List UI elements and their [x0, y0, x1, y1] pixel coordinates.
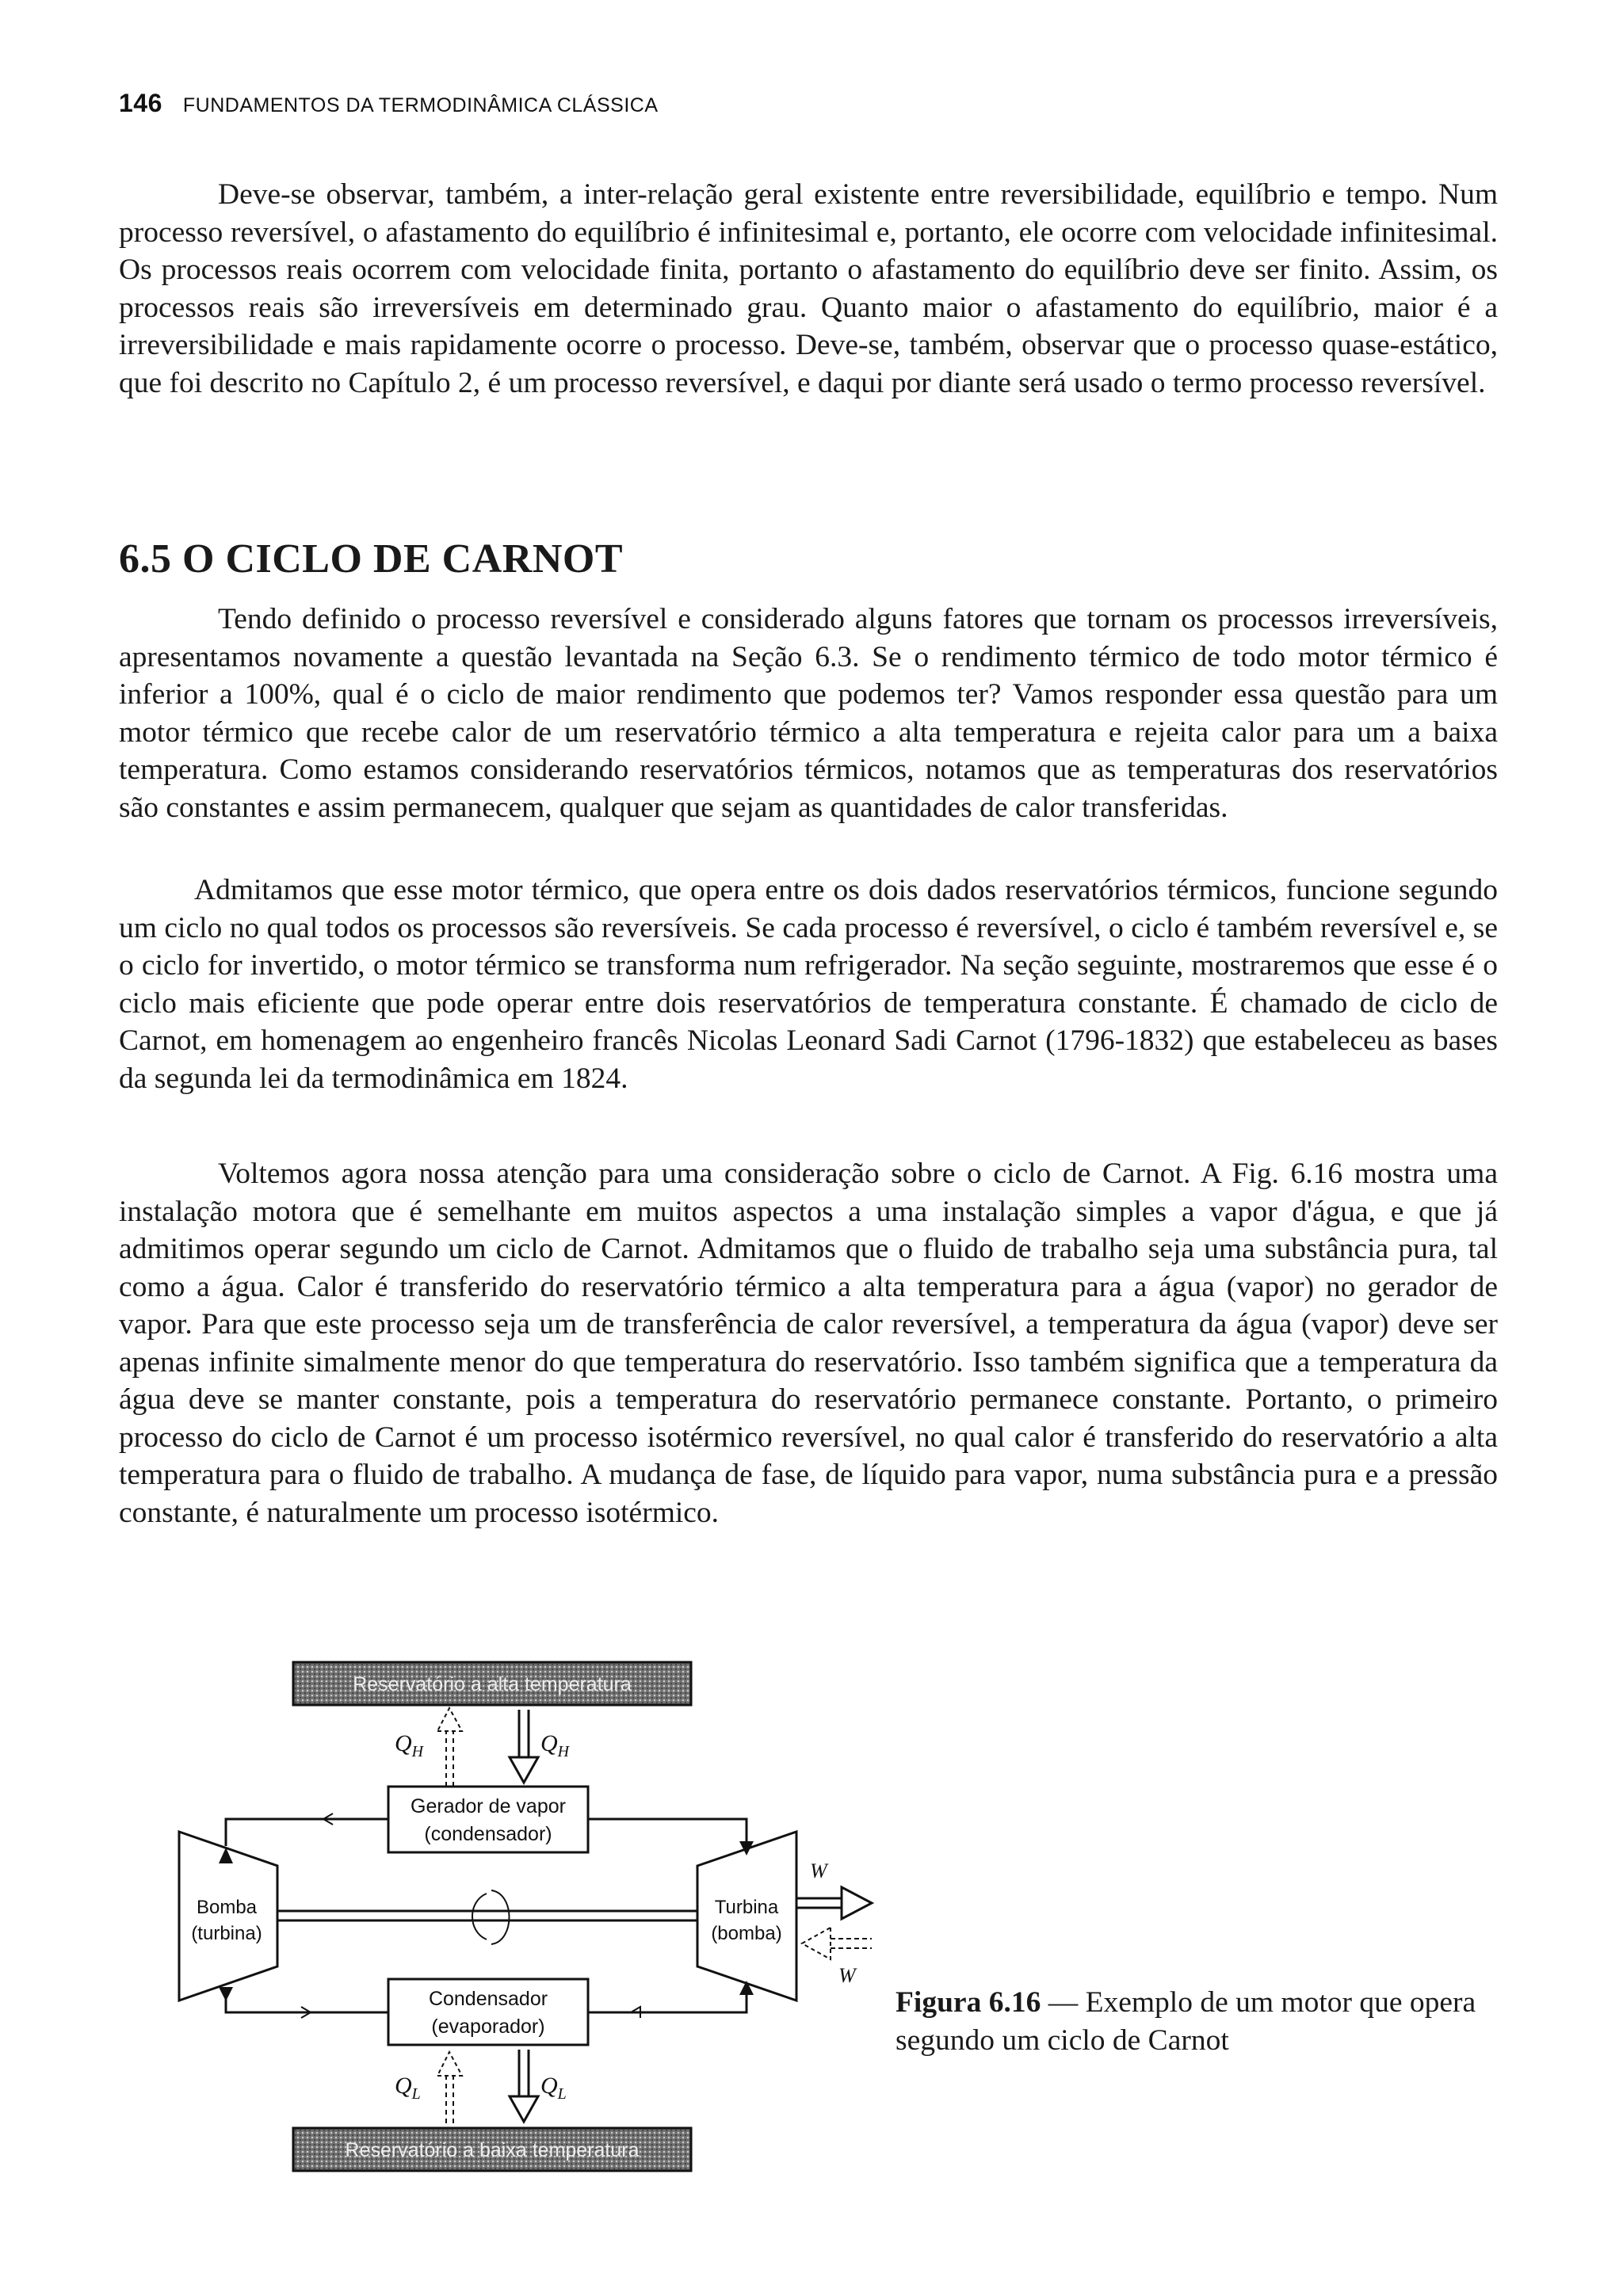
- qh-reverse-arrow: [437, 1708, 462, 1787]
- work-output-arrow: [796, 1887, 872, 1919]
- paragraph-4: Voltemos agora nossa atenção para uma consideração sobre o ciclo de Carnot. A Fig. 6.16 mostra uma instalação motora que é semelhante em muitos aspectos a uma instalação simples a vapor d'água, e que já admitimos operar segundo um ciclo de Carnot. Admitamos que o fluido de trabalho seja uma substância pura, tal como a água. Calor é transferido do reservatório térmico a alta temperatura para a água (vapor) no gerador de vapor. Para que este processo seja um de transferência de calor reversível, a temperatura da água (vapor) deve ser apenas infinite simalmente menor do que temperatura do reservatório. Isso também significa que a temperatura da água deve se manter constante, pois a temperatura do reservatório permanece constante. Portanto, o primeiro processo do ciclo de Carnot é um processo isotérmico reversível, no qual calor é transferido do reservatório a alta temperatura para o fluido de trabalho. A mudança de fase, de líquido para vapor, numa substância pura e a pressão constante, é naturalmente um processo isotérmico.: [119, 1158, 1498, 1529]
- carnot-engine-figure: [158, 1656, 888, 2179]
- paragraph-2: Tendo definido o processo reversível e considerado alguns fatores que tornam os processos irreversíveis, apresentamos novamente a questão levantada na Seção 6.3. Se o rendimento térmico de todo motor térmico é inferior a 100%, qual é o ciclo de maior rendimento que podemos ter? Vamos responder essa questão para um motor térmico que recebe calor de um reservatório térmico a alta temperatura e rejeita calor para um a baixa temperatura. Como estamos considerando reservatórios térmicos, notamos que as temperaturas dos reservatórios são constantes e assim permanecem, qualquer que sejam as quantidades de calor transferidas.: [119, 603, 1498, 824]
- work-output-label: W: [810, 1859, 827, 1882]
- paragraph-1: Deve-se observar, também, a inter-relação geral existente entre reversibilidade, equilíbrio e tempo. Num processo reversível, o afastamento do equilíbrio é infinitesimal e, portanto, ele ocorre com velocidade infinitesimal. Os processos reais ocorrem com velocidade finita, portanto o afastamento do equilíbrio deve ser finito. Assim, os processos reais são irreversíveis em determinado grau. Quanto maior o afastamento do equilíbrio, maior é a irreversibilidade e mais rapidamente ocorre o processo. Deve-se, também, observar que o processo quase-estático, que foi descrito no Capítulo 2, é um processo reversível, e daqui por diante será usado o termo processo reversível.: [119, 178, 1498, 399]
- ql-arrow: [510, 2050, 538, 2122]
- figure-caption: [896, 1984, 1498, 2060]
- page-number: 146: [119, 89, 162, 117]
- qh-arrow: [510, 1710, 538, 1783]
- paragraph-3: Admitamos que esse motor térmico, que opera entre os dois dados reservatórios térmicos, funcione segundo um ciclo no qual todos os processos são reversíveis. Se cada processo é reversível, o ciclo é também reversível e, se o ciclo for invertido, o motor térmico se transforma num refrigerador. Na seção seguinte, mostraremos que esse é o ciclo mais eficiente que pode operar entre dois reservatórios de temperatura constante. É chamado de ciclo de Carnot, em homenagem ao engenheiro francês Nicolas Leonard Sadi Carnot (1796-1832) que estabeleceu as bases da segunda lei da termodinâmica em 1824.: [119, 874, 1498, 1095]
- condenser-label: Condensador: [428, 1988, 548, 2010]
- running-title: FUNDAMENTOS DA TERMODINÂMICA CLÁSSICA: [182, 94, 659, 116]
- figure-caption-text: — Exemplo de um motor que opera segundo um ciclo de Carnot: [896, 1986, 1476, 2057]
- pump-label: Bomba: [196, 1897, 258, 1918]
- running-header: [119, 89, 659, 118]
- carnot-diagram: [158, 1656, 888, 2179]
- pump-sublabel: (turbina): [191, 1923, 262, 1944]
- ql-reverse-arrow: [437, 2052, 462, 2123]
- ql-label-left: $Q_L$: [395, 2073, 421, 2103]
- steam-generator-sublabel: (condensador): [424, 1823, 552, 1845]
- turbine-label: Turbina: [714, 1897, 779, 1918]
- figure-number: Figura 6.16: [896, 1986, 1041, 2019]
- bottom-reservoir-label: Reservatório a baixa temperatura: [345, 2139, 640, 2161]
- shaft: [277, 1890, 697, 1944]
- condenser-sublabel: (evaporador): [431, 2016, 545, 2038]
- steam-generator-label: Gerador de vapor: [411, 1795, 566, 1817]
- work-input-label: W: [838, 1964, 856, 1987]
- turbine-sublabel: (bomba): [711, 1923, 782, 1944]
- qh-label-right: $Q_H$: [540, 1730, 570, 1760]
- section-title: 6.5 O CICLO DE CARNOT: [119, 536, 623, 582]
- qh-label-left: $Q_H$: [395, 1730, 424, 1760]
- ql-label-right: $Q_L$: [540, 2073, 567, 2103]
- work-input-arrow: [802, 1928, 872, 1959]
- top-reservoir-label: Reservatório a alta temperatura: [353, 1673, 632, 1695]
